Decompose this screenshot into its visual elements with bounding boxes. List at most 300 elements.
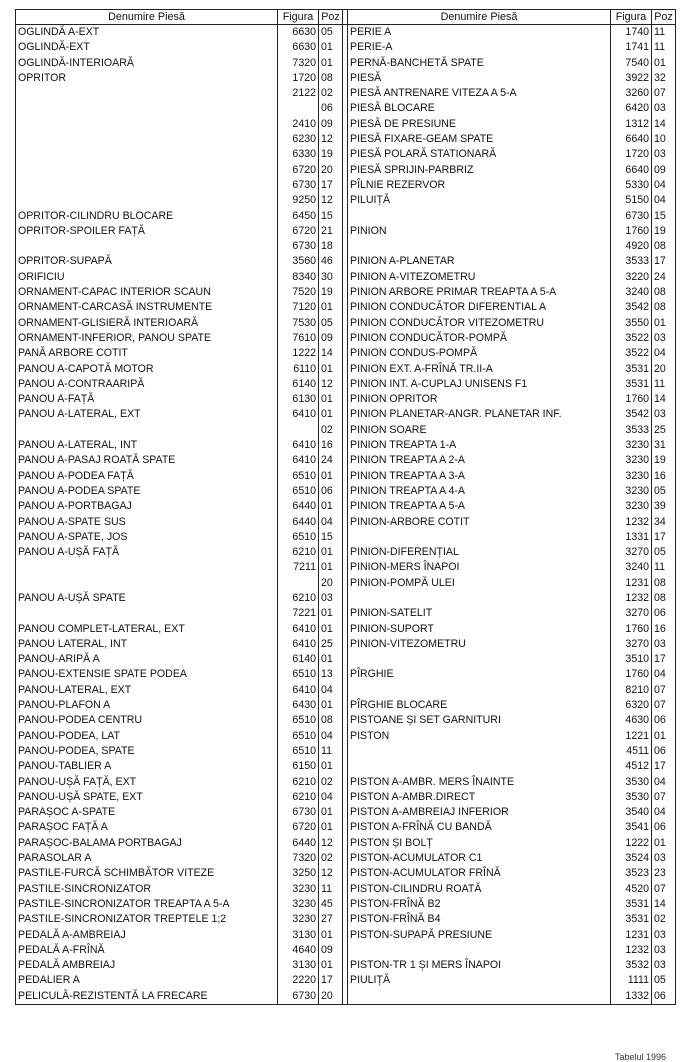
- right-position-number: 07: [652, 882, 676, 897]
- right-part-name: PINION ARBORE PRIMAR TREAPTA A 5-A: [348, 285, 611, 300]
- left-position-number: 01: [319, 820, 343, 835]
- right-part-name: PÎRGHIE: [348, 667, 611, 682]
- right-figure-number: 3240: [611, 560, 652, 575]
- right-figure-number: 3533: [611, 423, 652, 438]
- right-figure-number: 4511: [611, 744, 652, 759]
- table-row: [16, 560, 676, 575]
- right-figure-number: 6730: [611, 209, 652, 224]
- left-figure-number: 6510: [278, 729, 319, 744]
- right-part-name: PINION INT. A-CUPLAJ UNISENS F1: [348, 377, 611, 392]
- left-part-name: PANOU A-PODEA FAȚĂ: [16, 469, 278, 484]
- table-row: [16, 392, 676, 407]
- left-position-number: 09: [319, 943, 343, 958]
- left-position-number: 01: [319, 40, 343, 55]
- table-row: [16, 897, 676, 912]
- table-row: [16, 316, 676, 331]
- table-row: [16, 407, 676, 422]
- right-position-number: 04: [652, 178, 676, 193]
- right-position-number: 08: [652, 591, 676, 606]
- right-figure-number: 6640: [611, 163, 652, 178]
- left-figure-number: 6440: [278, 499, 319, 514]
- table-row: [16, 836, 676, 851]
- right-position-number: 11: [652, 377, 676, 392]
- right-figure-number: 3522: [611, 346, 652, 361]
- left-part-name: [16, 163, 278, 178]
- left-figure-number: 3560: [278, 254, 319, 269]
- right-position-number: 05: [652, 545, 676, 560]
- table-row: [16, 377, 676, 392]
- right-part-name: [348, 239, 611, 254]
- left-figure-header: Figura: [278, 10, 319, 25]
- left-position-number: 01: [319, 759, 343, 774]
- right-figure-number: 3533: [611, 254, 652, 269]
- table-row: [16, 882, 676, 897]
- right-part-name: PINION A-VITEZOMETRU: [348, 270, 611, 285]
- left-figure-number: 7520: [278, 285, 319, 300]
- right-part-name: PINION TREAPTA 1-A: [348, 438, 611, 453]
- table-row: [16, 285, 676, 300]
- right-figure-number: 1221: [611, 729, 652, 744]
- table-row: [16, 805, 676, 820]
- right-position-number: 08: [652, 285, 676, 300]
- right-figure-number: 3523: [611, 866, 652, 881]
- table-row: [16, 530, 676, 545]
- table-row: [16, 423, 676, 438]
- table-row: [16, 331, 676, 346]
- right-part-name: PIESĂ FIXARE-GEAM SPATE: [348, 132, 611, 147]
- left-figure-number: 2122: [278, 86, 319, 101]
- right-position-number: 03: [652, 637, 676, 652]
- right-position-number: 04: [652, 667, 676, 682]
- right-figure-number: 3540: [611, 805, 652, 820]
- left-position-number: 02: [319, 423, 343, 438]
- right-position-number: 14: [652, 117, 676, 132]
- table-row: [16, 86, 676, 101]
- right-figure-number: 3260: [611, 86, 652, 101]
- left-position-number: 01: [319, 652, 343, 667]
- left-part-name: OGLINDĂ A-EXT: [16, 25, 278, 41]
- left-position-number: 01: [319, 56, 343, 71]
- right-position-number: 01: [652, 729, 676, 744]
- right-position-number: 06: [652, 744, 676, 759]
- left-position-number: 01: [319, 606, 343, 621]
- left-part-name: PANOU-UȘĂ SPATE, EXT: [16, 790, 278, 805]
- left-part-name: PANOU-LATERAL, EXT: [16, 683, 278, 698]
- right-part-name: PIESĂ: [348, 71, 611, 86]
- right-position-number: 31: [652, 438, 676, 453]
- left-position-number: 01: [319, 469, 343, 484]
- right-part-name: PERIE A: [348, 25, 611, 41]
- right-part-name: [348, 591, 611, 606]
- left-position-number: 11: [319, 882, 343, 897]
- left-part-name: PANOU A-PASAJ ROATĂ SPATE: [16, 453, 278, 468]
- left-position-number: 05: [319, 316, 343, 331]
- right-position-number: 11: [652, 560, 676, 575]
- right-figure-number: 3522: [611, 331, 652, 346]
- right-position-number: 03: [652, 928, 676, 943]
- left-part-name: PANĂ ARBORE COTIT: [16, 346, 278, 361]
- right-figure-number: 6640: [611, 132, 652, 147]
- table-row: [16, 438, 676, 453]
- left-figure-number: 6510: [278, 469, 319, 484]
- left-figure-number: 1720: [278, 71, 319, 86]
- left-position-number: 11: [319, 744, 343, 759]
- left-position-number: 02: [319, 86, 343, 101]
- left-position-number: 08: [319, 71, 343, 86]
- right-part-name: PINION-SUPORT: [348, 622, 611, 637]
- left-figure-number: 7320: [278, 56, 319, 71]
- right-part-name: [348, 530, 611, 545]
- right-part-name: PIESĂ BLOCARE: [348, 101, 611, 116]
- left-part-name: ORNAMENT-GLISIERĂ INTERIOARĂ: [16, 316, 278, 331]
- right-position-number: 04: [652, 193, 676, 208]
- right-position-number: 04: [652, 775, 676, 790]
- left-part-name: ORNAMENT-CARCASĂ INSTRUMENTE: [16, 300, 278, 315]
- right-position-number: 11: [652, 40, 676, 55]
- right-position-number: 01: [652, 836, 676, 851]
- right-figure-number: 3230: [611, 453, 652, 468]
- left-position-number: 06: [319, 484, 343, 499]
- right-figure-number: 3532: [611, 958, 652, 973]
- right-figure-number: 3220: [611, 270, 652, 285]
- left-part-name: [16, 193, 278, 208]
- left-figure-number: 6510: [278, 744, 319, 759]
- left-figure-number: 6410: [278, 453, 319, 468]
- right-figure-number: 3270: [611, 545, 652, 560]
- right-part-name: PISTOANE ȘI SET GARNITURI: [348, 713, 611, 728]
- right-position-number: 17: [652, 530, 676, 545]
- left-position-number: 17: [319, 178, 343, 193]
- right-figure-number: 1111: [611, 973, 652, 988]
- left-part-name: PANOU A-SPATE SUS: [16, 515, 278, 530]
- right-position-number: 14: [652, 392, 676, 407]
- table-row: [16, 101, 676, 116]
- right-figure-number: 3524: [611, 851, 652, 866]
- table-row: [16, 515, 676, 530]
- right-position-number: 25: [652, 423, 676, 438]
- left-part-name: OGLINDĂ-EXT: [16, 40, 278, 55]
- left-position-number: 12: [319, 836, 343, 851]
- left-part-name: PANOU A-PORTBAGAJ: [16, 499, 278, 514]
- right-figure-number: 1740: [611, 25, 652, 41]
- right-part-name: [348, 759, 611, 774]
- right-position-number: 01: [652, 56, 676, 71]
- left-figure-number: 6130: [278, 392, 319, 407]
- right-part-name: PINION: [348, 224, 611, 239]
- right-position-number: 05: [652, 973, 676, 988]
- left-figure-number: 6410: [278, 622, 319, 637]
- left-part-name: PANOU LATERAL, INT: [16, 637, 278, 652]
- left-position-number: 08: [319, 713, 343, 728]
- left-part-name: PANOU A-LATERAL, INT: [16, 438, 278, 453]
- left-figure-number: 6140: [278, 652, 319, 667]
- left-figure-number: 3230: [278, 897, 319, 912]
- left-figure-number: 6430: [278, 698, 319, 713]
- left-figure-number: 7120: [278, 300, 319, 315]
- left-part-name: PANOU A-PODEA SPATE: [16, 484, 278, 499]
- right-figure-number: 3230: [611, 484, 652, 499]
- table-row: [16, 652, 676, 667]
- left-position-number: 01: [319, 698, 343, 713]
- table-row: [16, 545, 676, 560]
- left-figure-number: 6720: [278, 224, 319, 239]
- table-row: [16, 132, 676, 147]
- right-part-name: PINION-ARBORE COTIT: [348, 515, 611, 530]
- left-part-name: [16, 423, 278, 438]
- right-position-number: 03: [652, 958, 676, 973]
- right-part-name: PIESĂ SPRIJIN-PARBRIZ: [348, 163, 611, 178]
- left-position-number: 01: [319, 499, 343, 514]
- right-part-name: PERIE-A: [348, 40, 611, 55]
- table-row: [16, 178, 676, 193]
- left-position-number: 27: [319, 912, 343, 927]
- left-part-name: PARAȘOC-BALAMA PORTBAGAJ: [16, 836, 278, 851]
- right-position-number: 10: [652, 132, 676, 147]
- left-part-name: ORNAMENT-CAPAC INTERIOR SCAUN: [16, 285, 278, 300]
- right-position-number: 03: [652, 147, 676, 162]
- left-figure-number: 7610: [278, 331, 319, 346]
- right-figure-number: 3530: [611, 775, 652, 790]
- table-row: [16, 851, 676, 866]
- right-part-name: PISTON ȘI BOLȚ: [348, 836, 611, 851]
- right-part-name: PIESĂ ANTRENARE VITEZA A 5-A: [348, 86, 611, 101]
- left-position-number: 24: [319, 453, 343, 468]
- left-figure-number: 6410: [278, 438, 319, 453]
- right-part-name: PIESĂ POLARĂ STATIONARĂ: [348, 147, 611, 162]
- left-part-name: PANOU A-FAȚĂ: [16, 392, 278, 407]
- left-part-name: PARAȘOC A-SPATE: [16, 805, 278, 820]
- left-figure-number: 6450: [278, 209, 319, 224]
- table-row: [16, 224, 676, 239]
- left-position-number: 01: [319, 407, 343, 422]
- left-figure-number: 6730: [278, 178, 319, 193]
- left-position-number: 01: [319, 362, 343, 377]
- table-row: [16, 729, 676, 744]
- left-position-number: 15: [319, 209, 343, 224]
- table-row: [16, 71, 676, 86]
- table-row: [16, 300, 676, 315]
- left-part-name: PASTILE-SINCRONIZATOR TREPTELE 1;2: [16, 912, 278, 927]
- left-part-name: [16, 239, 278, 254]
- left-part-name: ORNAMENT-INFERIOR, PANOU SPATE: [16, 331, 278, 346]
- right-figure-number: 3230: [611, 438, 652, 453]
- left-position-number: 04: [319, 790, 343, 805]
- right-figure-number: 3270: [611, 606, 652, 621]
- left-figure-number: 4640: [278, 943, 319, 958]
- left-position-header: Poz: [319, 10, 343, 25]
- right-figure-number: 3531: [611, 897, 652, 912]
- left-position-number: 03: [319, 591, 343, 606]
- right-position-number: 03: [652, 101, 676, 116]
- left-position-number: 01: [319, 392, 343, 407]
- left-part-name: [16, 86, 278, 101]
- left-part-name: [16, 606, 278, 621]
- right-position-number: 03: [652, 407, 676, 422]
- table-row: [16, 270, 676, 285]
- left-figure-number: [278, 423, 319, 438]
- right-position-number: 07: [652, 683, 676, 698]
- table-row: [16, 928, 676, 943]
- right-part-name: [348, 209, 611, 224]
- left-position-number: 02: [319, 775, 343, 790]
- right-part-name: PISTON A-AMBR.DIRECT: [348, 790, 611, 805]
- right-figure-number: 1232: [611, 591, 652, 606]
- left-figure-number: 3230: [278, 882, 319, 897]
- right-position-number: 34: [652, 515, 676, 530]
- left-position-number: 46: [319, 254, 343, 269]
- right-figure-number: 1760: [611, 667, 652, 682]
- left-position-number: 02: [319, 851, 343, 866]
- right-figure-number: 4630: [611, 713, 652, 728]
- right-position-number: 08: [652, 300, 676, 315]
- right-figure-number: 5150: [611, 193, 652, 208]
- left-figure-number: [278, 576, 319, 591]
- left-figure-number: 6630: [278, 40, 319, 55]
- left-position-number: 20: [319, 576, 343, 591]
- right-position-number: 23: [652, 866, 676, 881]
- left-figure-number: 9250: [278, 193, 319, 208]
- right-figure-number: 1332: [611, 989, 652, 1005]
- right-part-name: PISTON: [348, 729, 611, 744]
- left-figure-number: 6210: [278, 790, 319, 805]
- left-part-name: PANOU-UȘĂ FAȚĂ, EXT: [16, 775, 278, 790]
- right-part-name: PINION CONDUCĂTOR DIFERENTIAL A: [348, 300, 611, 315]
- left-part-name: PANOU-PODEA, LAT: [16, 729, 278, 744]
- table-row: [16, 683, 676, 698]
- left-figure-number: 7221: [278, 606, 319, 621]
- right-position-number: 01: [652, 316, 676, 331]
- right-figure-number: 1760: [611, 392, 652, 407]
- left-position-number: 12: [319, 132, 343, 147]
- table-row: [16, 453, 676, 468]
- left-figure-number: 3250: [278, 866, 319, 881]
- right-part-name: PINION-VITEZOMETRU: [348, 637, 611, 652]
- right-figure-number: 1741: [611, 40, 652, 55]
- table-row: [16, 775, 676, 790]
- right-figure-number: 1222: [611, 836, 652, 851]
- left-figure-number: [278, 101, 319, 116]
- left-position-number: 45: [319, 897, 343, 912]
- left-position-number: 12: [319, 377, 343, 392]
- left-position-number: 25: [319, 637, 343, 652]
- left-part-name: PELICULĂ-REZISTENTĂ LA FRECARE: [16, 989, 278, 1005]
- left-part-name: PANOU-ARIPĂ A: [16, 652, 278, 667]
- right-part-name: PILUIȚĂ: [348, 193, 611, 208]
- left-part-name: [16, 117, 278, 132]
- left-part-name: PEDALĂ AMBREIAJ: [16, 958, 278, 973]
- right-part-name: PINION TREAPTA A 5-A: [348, 499, 611, 514]
- left-part-name: PARAȘOC FAȚĂ A: [16, 820, 278, 835]
- table-row: [16, 117, 676, 132]
- left-figure-number: 6210: [278, 545, 319, 560]
- left-position-number: 13: [319, 667, 343, 682]
- table-row: [16, 637, 676, 652]
- table-row: [16, 163, 676, 178]
- left-part-name: PASTILE-SINCRONIZATOR: [16, 882, 278, 897]
- left-part-name: PEDALĂ A-FRÎNĂ: [16, 943, 278, 958]
- right-part-name: PÎRGHIE BLOCARE: [348, 698, 611, 713]
- left-position-number: 16: [319, 438, 343, 453]
- right-figure-number: 3510: [611, 652, 652, 667]
- right-figure-number: 3922: [611, 71, 652, 86]
- right-part-name: PISTON-CILINDRU ROATĂ: [348, 882, 611, 897]
- left-part-name: PANOU A-UȘĂ FAȚĂ: [16, 545, 278, 560]
- left-figure-number: 7320: [278, 851, 319, 866]
- right-figure-number: 1231: [611, 928, 652, 943]
- right-part-name: PISTON-FRÎNĂ B2: [348, 897, 611, 912]
- left-figure-number: 3130: [278, 958, 319, 973]
- right-part-name: [348, 652, 611, 667]
- table-row: [16, 147, 676, 162]
- left-position-number: 19: [319, 147, 343, 162]
- right-position-number: 24: [652, 270, 676, 285]
- right-position-number: 19: [652, 453, 676, 468]
- left-part-name: PANOU A-CONTRAARIPĂ: [16, 377, 278, 392]
- right-part-name: PISTON A-AMBREIAJ INFERIOR: [348, 805, 611, 820]
- left-part-name: ORIFICIU: [16, 270, 278, 285]
- right-part-name: PINION EXT. A-FRÎNĂ TR.II-A: [348, 362, 611, 377]
- left-part-name: [16, 101, 278, 116]
- right-position-header: Poz: [652, 10, 676, 25]
- right-name-header: Denumire Piesă: [348, 10, 611, 25]
- right-figure-number: 7540: [611, 56, 652, 71]
- right-position-number: 11: [652, 25, 676, 41]
- right-figure-number: 1312: [611, 117, 652, 132]
- left-part-name: PANOU-PODEA, SPATE: [16, 744, 278, 759]
- left-part-name: [16, 147, 278, 162]
- right-part-name: PISTON-TR 1 ȘI MERS ÎNAPOI: [348, 958, 611, 973]
- right-figure-number: 5330: [611, 178, 652, 193]
- right-part-name: PISTON A-FRÎNĂ CU BANDĂ: [348, 820, 611, 835]
- right-position-number: 16: [652, 622, 676, 637]
- right-part-name: PINION-SATELIT: [348, 606, 611, 621]
- left-figure-number: 6510: [278, 530, 319, 545]
- left-position-number: 01: [319, 300, 343, 315]
- right-figure-number: 8210: [611, 683, 652, 698]
- left-figure-number: 6730: [278, 239, 319, 254]
- left-figure-number: 6730: [278, 805, 319, 820]
- right-figure-number: 1331: [611, 530, 652, 545]
- left-figure-number: 6330: [278, 147, 319, 162]
- table-header-row: [16, 10, 676, 25]
- left-figure-number: 6440: [278, 515, 319, 530]
- left-position-number: 01: [319, 560, 343, 575]
- left-name-header: Denumire Piesă: [16, 10, 278, 25]
- right-figure-number: 3531: [611, 377, 652, 392]
- left-figure-number: 6440: [278, 836, 319, 851]
- table-row: [16, 820, 676, 835]
- right-figure-number: 3270: [611, 637, 652, 652]
- right-part-name: PINION A-PLANETAR: [348, 254, 611, 269]
- right-figure-number: 3240: [611, 285, 652, 300]
- left-figure-number: 6230: [278, 132, 319, 147]
- left-part-name: PANOU A-LATERAL, EXT: [16, 407, 278, 422]
- left-part-name: [16, 576, 278, 591]
- left-position-number: 09: [319, 117, 343, 132]
- right-part-name: PISTON-SUPAPĂ PRESIUNE: [348, 928, 611, 943]
- left-figure-number: 6140: [278, 377, 319, 392]
- left-part-name: OPRITOR-CILINDRU BLOCARE: [16, 209, 278, 224]
- right-figure-header: Figura: [611, 10, 652, 25]
- table-row: [16, 606, 676, 621]
- right-figure-number: 3541: [611, 820, 652, 835]
- left-part-name: PANOU-PLAFON A: [16, 698, 278, 713]
- left-figure-number: 6410: [278, 637, 319, 652]
- right-position-number: 09: [652, 163, 676, 178]
- left-figure-number: 6510: [278, 713, 319, 728]
- left-position-number: 20: [319, 163, 343, 178]
- left-position-number: 14: [319, 346, 343, 361]
